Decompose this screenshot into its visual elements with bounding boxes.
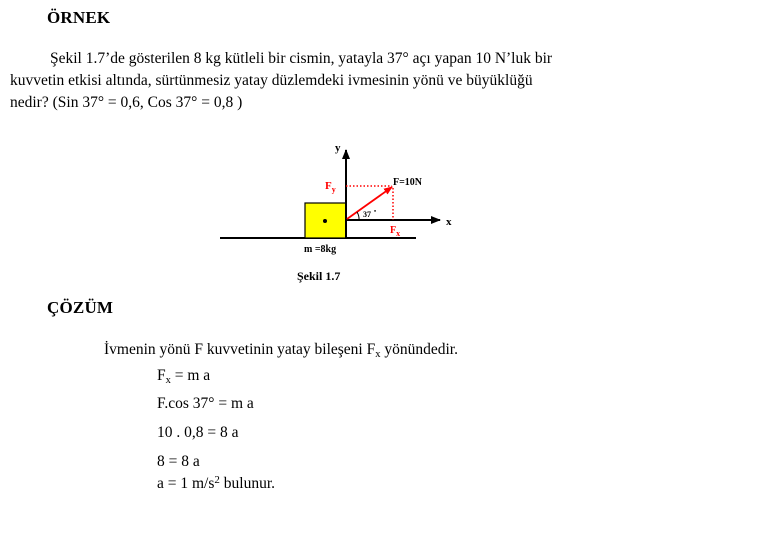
equation-3: 10 . 0,8 = 8 a xyxy=(157,424,239,441)
problem-line-1: Şekil 1.7’de gösterilen 8 kg kütleli bir cismin, yatayla 37° açı yapan 10 N’luk bir xyxy=(50,50,553,67)
solution-heading: ÇÖZÜM xyxy=(47,298,114,317)
y-axis-label: y xyxy=(335,142,341,154)
x-axis-label: x xyxy=(446,216,452,228)
force-label: F=10N xyxy=(393,177,423,188)
example-heading: ÖRNEK xyxy=(47,8,111,27)
equation-2: F.cos 37° = m a xyxy=(157,395,254,412)
figure-caption: Şekil 1.7 xyxy=(297,269,341,283)
mass-label: m =8kg xyxy=(304,244,337,255)
degree-sign: • xyxy=(374,209,377,215)
equation-1: $F_x = m$ a xyxy=(157,367,211,386)
equation-4: 8 = 8 a xyxy=(157,453,200,470)
solution-intro: İvmenin yönü F kuvvetinin yatay bileşeni $F_x$ yönündedir. xyxy=(104,341,458,360)
equation-5: a = 1 $m/s^2$ bulunur. xyxy=(157,474,276,492)
angle-label: 37 xyxy=(363,210,371,219)
problem-line-3: nedir? (Sin 37° = 0,6, Cos 37° = 0,8 ) xyxy=(10,94,243,111)
problem-line-2: kuvvetin etkisi altında, sürtünmesiz yatay düzlemdeki ivmesinin yönü ve büyüklüğü xyxy=(10,72,533,89)
fy-label: $F_y$ xyxy=(325,180,336,194)
block-center-dot xyxy=(323,219,327,223)
fx-label: $F_x$ xyxy=(390,225,401,238)
angle-arc xyxy=(357,212,359,220)
